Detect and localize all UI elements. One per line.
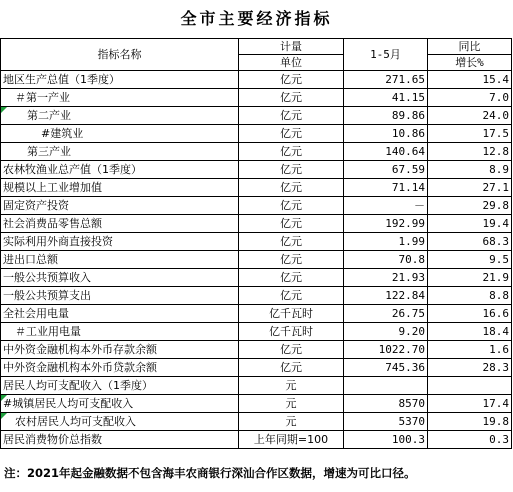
row-unit: 亿元 bbox=[239, 179, 344, 197]
row-name: #城镇居民人均可支配收入 bbox=[1, 395, 239, 413]
row-yoy: 7.0 bbox=[428, 89, 512, 107]
table-row bbox=[1, 233, 512, 251]
table-row bbox=[1, 251, 512, 269]
row-name: 中外资金融机构本外币贷款余额 bbox=[1, 359, 239, 377]
row-name: 规模以上工业增加值 bbox=[1, 179, 239, 197]
table-row bbox=[1, 269, 512, 287]
row-name: #建筑业 bbox=[1, 125, 239, 143]
header-yoy-bottom: 增长% bbox=[428, 55, 512, 71]
row-name: 居民人均可支配收入（1季度） bbox=[1, 377, 239, 395]
row-yoy: 1.6 bbox=[428, 341, 512, 359]
row-unit: 亿元 bbox=[239, 341, 344, 359]
table-row bbox=[1, 161, 512, 179]
row-yoy: 18.4 bbox=[428, 323, 512, 341]
row-unit: 亿元 bbox=[239, 71, 344, 89]
table-row bbox=[1, 125, 512, 143]
table-row bbox=[1, 431, 512, 449]
table-row bbox=[1, 413, 512, 431]
row-yoy: 17.4 bbox=[428, 395, 512, 413]
table-row bbox=[1, 395, 512, 413]
row-value: 21.93 bbox=[344, 269, 428, 287]
row-yoy: 17.5 bbox=[428, 125, 512, 143]
row-unit: 亿元 bbox=[239, 143, 344, 161]
table-row bbox=[1, 71, 512, 89]
row-value: 67.59 bbox=[344, 161, 428, 179]
table-row bbox=[1, 143, 512, 161]
row-name: 农村居民人均可支配收入 bbox=[1, 413, 239, 431]
row-value: 100.3 bbox=[344, 431, 428, 449]
row-name: ＃工业用电量 bbox=[1, 323, 239, 341]
row-name: 固定资产投资 bbox=[1, 197, 239, 215]
table-row bbox=[1, 197, 512, 215]
row-unit: 亿元 bbox=[239, 233, 344, 251]
row-yoy: 0.3 bbox=[428, 431, 512, 449]
row-value: 41.15 bbox=[344, 89, 428, 107]
table-row bbox=[1, 179, 512, 197]
header-unit-top: 计量 bbox=[239, 39, 344, 55]
row-yoy: 12.8 bbox=[428, 143, 512, 161]
row-unit: 上年同期=100 bbox=[239, 431, 344, 449]
row-yoy: 29.8 bbox=[428, 197, 512, 215]
row-value: 71.14 bbox=[344, 179, 428, 197]
row-value: 745.36 bbox=[344, 359, 428, 377]
row-unit: 亿元 bbox=[239, 251, 344, 269]
row-unit: 元 bbox=[239, 413, 344, 431]
row-unit: 亿元 bbox=[239, 215, 344, 233]
row-yoy: 68.3 bbox=[428, 233, 512, 251]
row-unit: 亿千瓦时 bbox=[239, 305, 344, 323]
table-row bbox=[1, 377, 512, 395]
row-name: 第三产业 bbox=[1, 143, 239, 161]
row-unit: 亿元 bbox=[239, 197, 344, 215]
row-name: 农林牧渔业总产值（1季度） bbox=[1, 161, 239, 179]
row-value: 10.86 bbox=[344, 125, 428, 143]
row-name: 第二产业 bbox=[1, 107, 239, 125]
row-name: 一般公共预算支出 bbox=[1, 287, 239, 305]
page-title: 全市主要经济指标 bbox=[180, 9, 333, 28]
row-unit: 亿元 bbox=[239, 161, 344, 179]
row-unit: 亿元 bbox=[239, 125, 344, 143]
footnote: 注：2021年起金融数据不包含海丰农商银行深汕合作区数据，增速为可比口径。 bbox=[4, 466, 416, 480]
row-unit: 亿元 bbox=[239, 107, 344, 125]
header-yoy-top: 同比 bbox=[428, 39, 512, 55]
table-row bbox=[1, 215, 512, 233]
row-yoy: 15.4 bbox=[428, 71, 512, 89]
row-yoy bbox=[428, 377, 512, 395]
table-row bbox=[1, 287, 512, 305]
row-unit: 元 bbox=[239, 395, 344, 413]
row-value: 70.8 bbox=[344, 251, 428, 269]
row-name: 中外资金融机构本外币存款余额 bbox=[1, 341, 239, 359]
row-value: 89.86 bbox=[344, 107, 428, 125]
row-value: 8570 bbox=[344, 395, 428, 413]
row-yoy: 24.0 bbox=[428, 107, 512, 125]
row-yoy: 9.5 bbox=[428, 251, 512, 269]
header-period: 1-5月 bbox=[344, 39, 428, 71]
row-yoy: 19.8 bbox=[428, 413, 512, 431]
row-name: 居民消费物价总指数 bbox=[1, 431, 239, 449]
row-value: 5370 bbox=[344, 413, 428, 431]
table-row bbox=[1, 323, 512, 341]
row-name: 实际利用外商直接投资 bbox=[1, 233, 239, 251]
row-value bbox=[344, 377, 428, 395]
row-yoy: 21.9 bbox=[428, 269, 512, 287]
row-unit: 亿千瓦时 bbox=[239, 323, 344, 341]
table-header-row-top bbox=[1, 39, 512, 55]
row-name: 进出口总额 bbox=[1, 251, 239, 269]
row-yoy: 27.1 bbox=[428, 179, 512, 197]
row-value: － bbox=[344, 197, 428, 215]
row-unit: 元 bbox=[239, 377, 344, 395]
row-value: 192.99 bbox=[344, 215, 428, 233]
row-value: 122.84 bbox=[344, 287, 428, 305]
table-row bbox=[1, 359, 512, 377]
header-unit-bottom: 单位 bbox=[239, 55, 344, 71]
row-value: 1022.70 bbox=[344, 341, 428, 359]
row-value: 26.75 bbox=[344, 305, 428, 323]
row-unit: 亿元 bbox=[239, 89, 344, 107]
table-row bbox=[1, 107, 512, 125]
row-value: 1.99 bbox=[344, 233, 428, 251]
table-row bbox=[1, 89, 512, 107]
table-row bbox=[1, 341, 512, 359]
row-unit: 亿元 bbox=[239, 269, 344, 287]
row-yoy: 28.3 bbox=[428, 359, 512, 377]
row-yoy: 8.8 bbox=[428, 287, 512, 305]
row-unit: 亿元 bbox=[239, 359, 344, 377]
row-unit: 亿元 bbox=[239, 287, 344, 305]
row-name: 全社会用电量 bbox=[1, 305, 239, 323]
row-name: 一般公共预算收入 bbox=[1, 269, 239, 287]
indicators-table bbox=[0, 38, 512, 449]
row-value: 9.20 bbox=[344, 323, 428, 341]
row-name: 地区生产总值（1季度） bbox=[1, 71, 239, 89]
row-value: 140.64 bbox=[344, 143, 428, 161]
row-yoy: 19.4 bbox=[428, 215, 512, 233]
row-yoy: 16.6 bbox=[428, 305, 512, 323]
header-name: 指标名称 bbox=[1, 39, 239, 71]
row-value: 271.65 bbox=[344, 71, 428, 89]
table-row bbox=[1, 305, 512, 323]
row-yoy: 8.9 bbox=[428, 161, 512, 179]
row-name: ＃第一产业 bbox=[1, 89, 239, 107]
row-name: 社会消费品零售总额 bbox=[1, 215, 239, 233]
